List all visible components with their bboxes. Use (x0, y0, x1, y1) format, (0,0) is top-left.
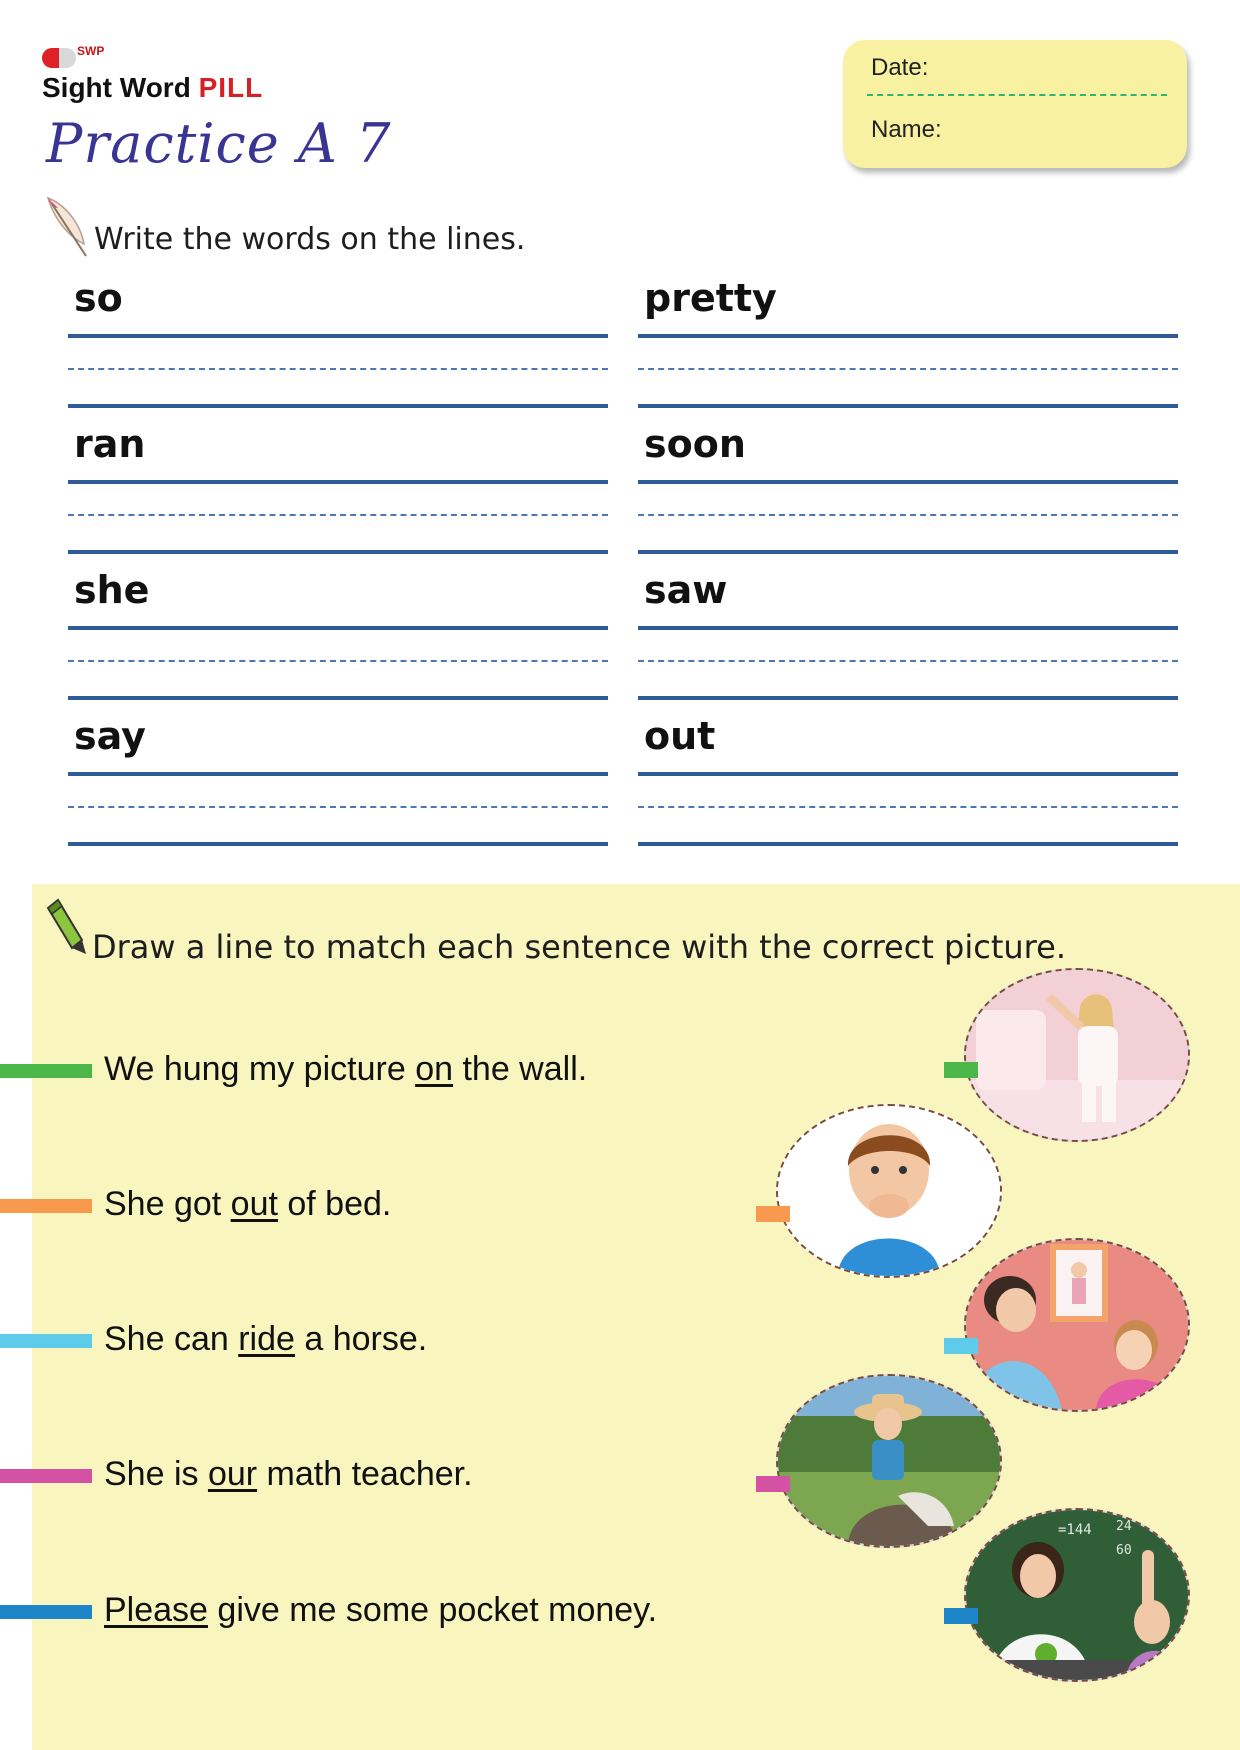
top-line (68, 626, 608, 630)
sight-word: soon (644, 422, 746, 466)
sight-word-underlined: our (207, 1455, 258, 1493)
sight-word-underlined: Please (104, 1591, 208, 1629)
picture-connector-4[interactable] (756, 1476, 790, 1492)
base-line (638, 696, 1178, 700)
sight-word-underlined: on (415, 1050, 454, 1088)
marker-icon (44, 898, 90, 960)
sentence-connector-2[interactable] (0, 1199, 92, 1213)
sentence-text: give me some pocket money. (207, 1591, 658, 1629)
sentence-3 (104, 1320, 427, 1359)
sight-word: so (74, 276, 123, 320)
mid-dashed-line[interactable] (638, 806, 1178, 808)
sentence-5 (104, 1591, 657, 1630)
pill-icon (42, 48, 76, 68)
brand-badge: SWP (77, 44, 105, 58)
sight-word: she (74, 568, 150, 612)
sentence-connector-1[interactable] (0, 1064, 92, 1078)
brand-logo (42, 42, 302, 112)
photo-girl-riding-horse[interactable] (776, 1374, 1002, 1548)
date-line[interactable] (867, 94, 1167, 96)
top-line (638, 772, 1178, 776)
brand-name (42, 72, 263, 104)
sentence-1 (104, 1050, 587, 1089)
sentence-2 (104, 1185, 391, 1224)
date-name-box (843, 40, 1187, 168)
word-block-pretty (638, 276, 1178, 422)
word-block-say (68, 714, 608, 860)
sentence-connector-4[interactable] (0, 1469, 92, 1483)
word-block-she (68, 568, 608, 714)
photo-boy[interactable] (776, 1104, 1002, 1278)
sight-word: pretty (644, 276, 777, 320)
sentence-text: She can (104, 1320, 239, 1358)
word-block-saw (638, 568, 1178, 714)
sight-word: say (74, 714, 146, 758)
quill-icon (42, 194, 90, 260)
base-line (68, 842, 608, 846)
sight-word-underlined: out (230, 1185, 278, 1223)
sight-word: out (644, 714, 716, 758)
sentence-connector-5[interactable] (0, 1605, 92, 1619)
mid-dashed-line[interactable] (68, 368, 608, 370)
mid-dashed-line[interactable] (638, 660, 1178, 662)
top-line (68, 772, 608, 776)
picture-connector-1[interactable] (944, 1062, 978, 1078)
chalkboard-text: =144 (1058, 1522, 1092, 1538)
picture-connector-3[interactable] (944, 1338, 978, 1354)
base-line (638, 404, 1178, 408)
sight-word: saw (644, 568, 728, 612)
writing-instruction: Write the words on the lines. (94, 222, 526, 257)
base-line (68, 696, 608, 700)
date-label: Date: (871, 54, 929, 81)
sentence-text: She got (104, 1185, 231, 1223)
brand-pill-text: PILL (198, 72, 264, 103)
base-line (68, 550, 608, 554)
base-line (638, 842, 1178, 846)
sentence-text: She is (104, 1455, 208, 1493)
top-line (68, 334, 608, 338)
word-block-soon (638, 422, 1178, 568)
mid-dashed-line[interactable] (68, 806, 608, 808)
top-line (68, 480, 608, 484)
matching-instruction: Draw a line to match each sentence with the correct picture. (92, 928, 1066, 966)
mid-dashed-line[interactable] (68, 514, 608, 516)
mid-dashed-line[interactable] (68, 660, 608, 662)
mid-dashed-line[interactable] (638, 514, 1178, 516)
word-block-so (68, 276, 608, 422)
brand-prefix: Sight Word (42, 72, 199, 103)
sentence-text: We hung my picture (104, 1050, 416, 1088)
word-block-out (638, 714, 1178, 860)
top-line (638, 334, 1178, 338)
top-line (638, 626, 1178, 630)
chalkboard-text: 60 (1116, 1543, 1132, 1558)
picture-connector-5[interactable] (944, 1608, 978, 1624)
sentence-text: the wall. (453, 1050, 588, 1088)
mid-dashed-line[interactable] (638, 368, 1178, 370)
page-title: Practice A 7 (46, 112, 392, 175)
sight-word: ran (74, 422, 146, 466)
sentence-text: math teacher. (257, 1455, 473, 1493)
name-label: Name: (871, 116, 942, 143)
base-line (638, 550, 1178, 554)
photo-teacher[interactable] (964, 1508, 1190, 1682)
top-line (638, 480, 1178, 484)
sentence-connector-3[interactable] (0, 1334, 92, 1348)
sight-word-underlined: ride (238, 1320, 295, 1358)
base-line (68, 404, 608, 408)
photo-girl-out-of-bed[interactable] (964, 968, 1190, 1142)
chalkboard-text: 24 (1116, 1519, 1132, 1534)
sentence-text: of bed. (277, 1185, 392, 1223)
picture-connector-2[interactable] (756, 1206, 790, 1222)
sentence-text: a horse. (294, 1320, 428, 1358)
sentence-4 (104, 1455, 473, 1494)
photo-hanging-picture[interactable] (964, 1238, 1190, 1412)
word-block-ran (68, 422, 608, 568)
